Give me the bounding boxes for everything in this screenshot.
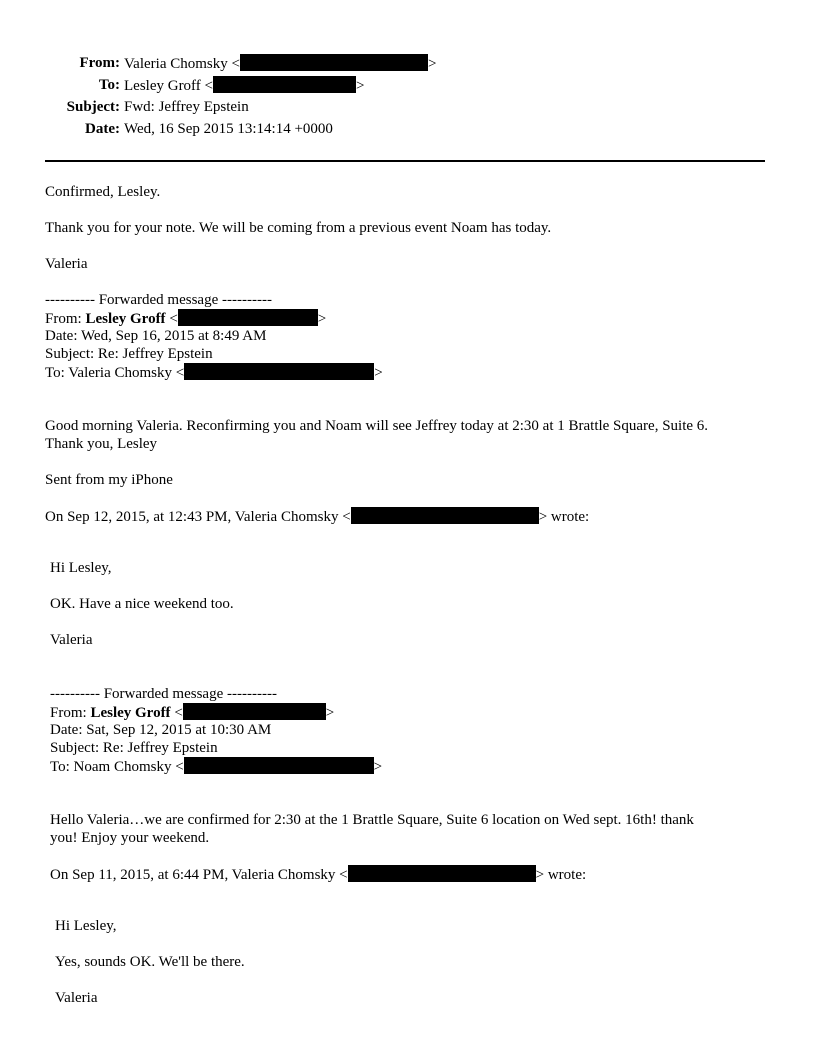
subject-label: Subject: (66, 99, 120, 115)
date-value: Wed, 16 Sep 2015 13:14:14 +0000 (124, 121, 333, 137)
to-prefix: To: Valeria Chomsky < (45, 365, 185, 381)
from-prefix: From: (50, 705, 91, 721)
to-value (124, 76, 364, 95)
quoted-signature: Valeria (50, 632, 93, 648)
body-signature: Valeria (45, 256, 88, 272)
forwarded-from (45, 309, 326, 328)
body-paragraph: Hello Valeria…we are confirmed for 2:30 at the 1 Brattle Square, Suite 6 location on Wed sept. 16th! thank (50, 812, 694, 828)
redacted-email (184, 363, 374, 380)
from-open: < (165, 311, 178, 327)
forwarded-from (50, 703, 334, 722)
quoted-paragraph: OK. Have a nice weekend too. (50, 596, 234, 612)
redacted-email (183, 703, 326, 720)
from-name: Lesley Groff (90, 705, 171, 721)
attribution-prefix: On Sep 11, 2015, at 6:44 PM, Valeria Chomsky < (50, 867, 348, 883)
body-paragraph: Thank you for your note. We will be coming from a previous event Noam has today. (45, 220, 552, 236)
body-paragraph: Confirmed, Lesley. (45, 184, 161, 200)
close-bracket: > (317, 311, 327, 327)
date-label: Date: (85, 121, 120, 137)
close-bracket: > (427, 56, 437, 72)
quoted-paragraph: Hi Lesley, (55, 918, 117, 934)
from-label: From: (79, 55, 120, 71)
body-paragraph: Sent from my iPhone (45, 472, 173, 488)
quoted-paragraph: Hi Lesley, (50, 560, 112, 576)
attribution-suffix: > wrote: (538, 509, 590, 525)
redacted-email (178, 309, 318, 326)
to-label: To: (98, 77, 120, 93)
to-prefix: To: Noam Chomsky < (50, 759, 184, 775)
from-name: Lesley Groff (85, 311, 166, 327)
redacted-email (184, 757, 374, 774)
forwarded-divider: ---------- Forwarded message ---------- (50, 686, 277, 702)
redacted-email (240, 54, 428, 71)
to-recipient: Lesley Groff < (124, 78, 213, 94)
forwarded-date: Date: Sat, Sep 12, 2015 at 10:30 AM (50, 722, 272, 738)
close-bracket: > (356, 78, 365, 94)
quoted-signature: Valeria (55, 990, 98, 1006)
forwarded-to (50, 757, 382, 776)
forwarded-to (45, 363, 383, 382)
subject-value: Fwd: Jeffrey Epstein (124, 99, 249, 115)
redacted-email (213, 76, 356, 93)
body-paragraph: Thank you, Lesley (45, 436, 158, 452)
body-paragraph: Good morning Valeria. Reconfirming you and Noam will see Jeffrey today at 2:30 at 1 Brattle Square, Suite 6. (45, 418, 709, 434)
attribution-suffix: > wrote: (535, 867, 587, 883)
close-bracket: > (374, 365, 383, 381)
body-paragraph: you! Enjoy your weekend. (50, 830, 210, 846)
header-divider (45, 160, 765, 162)
forwarded-subject: Subject: Re: Jeffrey Epstein (45, 346, 213, 362)
redacted-email (351, 507, 539, 524)
forwarded-date: Date: Wed, Sep 16, 2015 at 8:49 AM (45, 328, 267, 344)
quoted-paragraph: Yes, sounds OK. We'll be there. (55, 954, 245, 970)
redacted-email (348, 865, 536, 882)
from-prefix: From: (45, 311, 86, 327)
close-bracket: > (373, 759, 383, 775)
forwarded-subject: Subject: Re: Jeffrey Epstein (50, 740, 218, 756)
from-sender: Valeria Chomsky < (124, 56, 240, 72)
quote-attribution (50, 865, 586, 884)
from-open: < (170, 705, 183, 721)
quote-attribution (45, 507, 589, 526)
forwarded-divider: ---------- Forwarded message ---------- (45, 292, 272, 308)
from-value (124, 54, 436, 73)
attribution-prefix: On Sep 12, 2015, at 12:43 PM, Valeria Chomsky < (45, 509, 351, 525)
close-bracket: > (325, 705, 335, 721)
